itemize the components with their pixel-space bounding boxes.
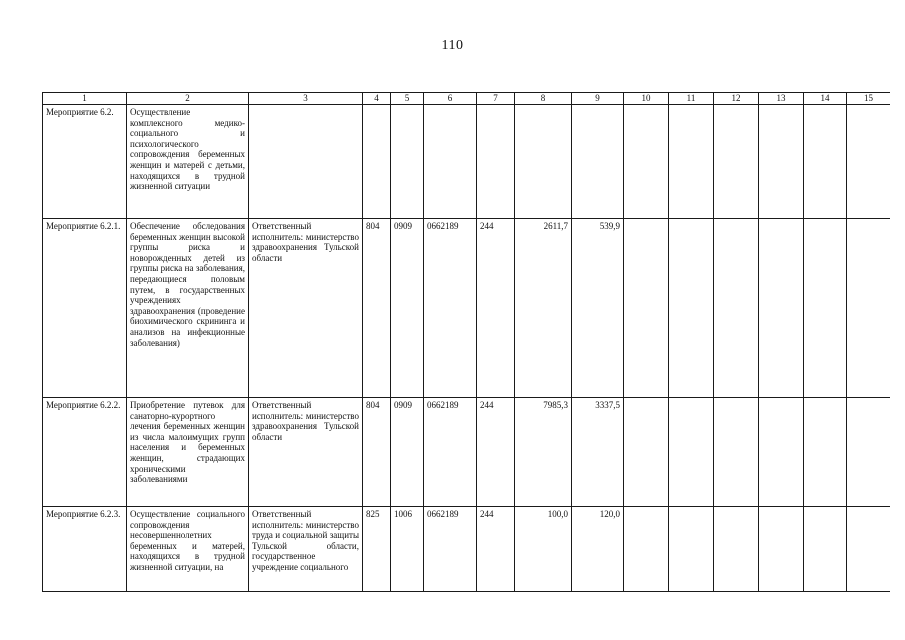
- empty-cell: [847, 507, 891, 592]
- page-number: 110: [441, 38, 464, 53]
- empty-cell: [847, 219, 891, 398]
- amount-col8-cell: 7985,3: [515, 398, 572, 507]
- col-header-10: 10: [624, 93, 669, 105]
- amount-col9-cell: 3337,5: [572, 398, 624, 507]
- col-header-5: 5: [391, 93, 424, 105]
- budget-code-cell: 804: [363, 219, 391, 398]
- executor-cell: Ответственный исполнитель: министерство здравоохранения Тульской области: [249, 398, 363, 507]
- table-row: [43, 398, 891, 507]
- col-header-1: 1: [43, 93, 127, 105]
- col-header-14: 14: [804, 93, 847, 105]
- target-article-cell: [424, 105, 477, 219]
- amount-col8-cell: 2611,7: [515, 219, 572, 398]
- empty-cell: [714, 105, 759, 219]
- executor-cell: Ответственный исполнитель: министерство труда и социальной защиты Тульской области, государственное учреждение социального: [249, 507, 363, 592]
- col-header-6: 6: [424, 93, 477, 105]
- expense-type-cell: [477, 105, 515, 219]
- table-row: [43, 105, 891, 219]
- empty-cell: [759, 398, 804, 507]
- empty-cell: [804, 219, 847, 398]
- expense-type-cell: 244: [477, 507, 515, 592]
- empty-cell: [669, 219, 714, 398]
- col-header-13: 13: [759, 93, 804, 105]
- measure-name-cell: Осуществление комплексного медико-социального и психологического сопровождения беременных женщин и матерей с детьми, находящихся в трудной жизненной ситуации: [127, 105, 249, 219]
- measures-table: [42, 92, 890, 592]
- table-row: [43, 219, 891, 398]
- measure-name-cell: Обеспечение обследования беременных женщин высокой группы риска и новорожденных детей из группы риска на заболевания, передающиеся половым путем, в государственных учреждениях здравоохранения (проведение биохимического скрининга и анализов на инфекционные заболевания): [127, 219, 249, 398]
- executor-cell: [249, 105, 363, 219]
- empty-cell: [669, 507, 714, 592]
- col-header-9: 9: [572, 93, 624, 105]
- measure-code-cell: Мероприятие 6.2.3.: [43, 507, 127, 592]
- empty-cell: [804, 507, 847, 592]
- budget-code-cell: [363, 105, 391, 219]
- col-header-12: 12: [714, 93, 759, 105]
- empty-cell: [804, 398, 847, 507]
- measures-table-container: [42, 92, 890, 592]
- target-article-cell: 0662189: [424, 219, 477, 398]
- expense-type-cell: 244: [477, 219, 515, 398]
- empty-cell: [669, 398, 714, 507]
- budget-code-cell: 804: [363, 398, 391, 507]
- amount-col9-cell: 539,9: [572, 219, 624, 398]
- amount-col8-cell: [515, 105, 572, 219]
- col-header-2: 2: [127, 93, 249, 105]
- col-header-11: 11: [669, 93, 714, 105]
- amount-col8-cell: 100,0: [515, 507, 572, 592]
- empty-cell: [714, 398, 759, 507]
- empty-cell: [714, 219, 759, 398]
- target-article-cell: 0662189: [424, 398, 477, 507]
- empty-cell: [669, 105, 714, 219]
- empty-cell: [759, 219, 804, 398]
- col-header-8: 8: [515, 93, 572, 105]
- measure-name-cell: Осуществление социального сопровождения несовершеннолетних беременных и матерей, находящихся в трудной жизненной ситуации, на: [127, 507, 249, 592]
- col-header-15: 15: [847, 93, 891, 105]
- measure-name-cell: Приобретение путевок для санаторно-курортного лечения беременных женщин из числа малоимущих групп населения и беременных женщин, страдающих хроническими заболеваниями: [127, 398, 249, 507]
- empty-cell: [847, 398, 891, 507]
- empty-cell: [714, 507, 759, 592]
- measure-code-cell: Мероприятие 6.2.2.: [43, 398, 127, 507]
- budget-code-cell: 825: [363, 507, 391, 592]
- measure-code-cell: Мероприятие 6.2.: [43, 105, 127, 219]
- empty-cell: [624, 507, 669, 592]
- header-row: [43, 93, 891, 105]
- target-article-cell: 0662189: [424, 507, 477, 592]
- table-row: [43, 507, 891, 592]
- section-code-cell: 0909: [391, 219, 424, 398]
- measure-code-cell: Мероприятие 6.2.1.: [43, 219, 127, 398]
- empty-cell: [624, 105, 669, 219]
- section-code-cell: 1006: [391, 507, 424, 592]
- empty-cell: [624, 398, 669, 507]
- expense-type-cell: 244: [477, 398, 515, 507]
- amount-col9-cell: 120,0: [572, 507, 624, 592]
- col-header-4: 4: [363, 93, 391, 105]
- section-code-cell: 0909: [391, 398, 424, 507]
- section-code-cell: [391, 105, 424, 219]
- col-header-7: 7: [477, 93, 515, 105]
- amount-col9-cell: [572, 105, 624, 219]
- executor-cell: Ответственный исполнитель: министерство здравоохранения Тульской области: [249, 219, 363, 398]
- empty-cell: [804, 105, 847, 219]
- empty-cell: [624, 219, 669, 398]
- col-header-3: 3: [249, 93, 363, 105]
- empty-cell: [759, 507, 804, 592]
- empty-cell: [759, 105, 804, 219]
- empty-cell: [847, 105, 891, 219]
